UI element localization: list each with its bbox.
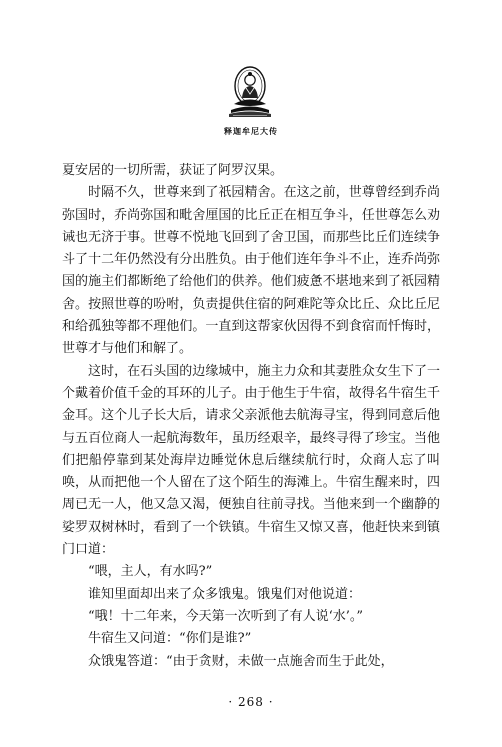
paragraph: 众饿鬼答道：“由于贪财，未做一点施舍而生于此处， bbox=[88, 653, 394, 669]
running-header-title: 释迦牟尼大传 bbox=[224, 126, 278, 136]
paragraph: 时隔不久，世尊来到了祇园精舍。在这之前，世尊曾经到乔尚弥国时，乔尚弥国和毗舍厘国的比丘正在相互争斗，任世尊怎么劝诫也无济于事。世尊不悦地飞回到了舍卫国，而那些比丘们连续争斗了十二年仍然没有分出胜负。由于他们连年争斗不止，连乔尚弥国的施主们都断绝了给他们的供养。他们疲惫不堪地来到了祇园精舍。按照世尊的吩咐，负责提供住宿的阿难陀等众比丘、众比丘尼和给孤独等都不理他们。一直到这帮家伙因得不到食宿而忏悔时，世尊才与他们和解了。 bbox=[62, 185, 440, 357]
paragraph: 夏安居的一切所需，获证了阿罗汉果。 bbox=[62, 163, 284, 178]
page-number: · 268 · bbox=[228, 695, 274, 709]
paragraph: 谁知里面却出来了众多饿鬼。饿鬼们对他说道： bbox=[88, 586, 362, 602]
paragraph: “喂，主人，有水吗?” bbox=[88, 564, 213, 580]
buddha-emblem-icon bbox=[225, 64, 275, 120]
paragraph: 这时，在石头国的边缘城中，施主力众和其妻胜众女生下了一个戴着价值千金的耳环的儿子。由于他生于牛宿，故得名牛宿生千金耳。这个儿子长大后，请求父亲派他去航海寻宝，得到同意后他与五百位商人一起航海数年，虽历经艰辛，最终寻得了珍宝。当他们把船停靠到某处海岸边睡觉休息后继续航行时，众商人忘了叫唤，从而把他一个人留在了这个陌生的海滩上。牛宿生醒来时，四周已无一人，他又急又渴，便独自往前寻找。当他来到一个幽静的娑罗双树林时，看到了一个铁镇。牛宿生又惊又喜，他赶快来到镇门口道： bbox=[62, 363, 440, 558]
paragraph: “哦！十二年来，今天第一次听到了有人说‘水’。” bbox=[88, 608, 364, 624]
paragraph: 牛宿生又问道：“你们是谁?” bbox=[88, 631, 252, 647]
page-body bbox=[62, 160, 440, 673]
